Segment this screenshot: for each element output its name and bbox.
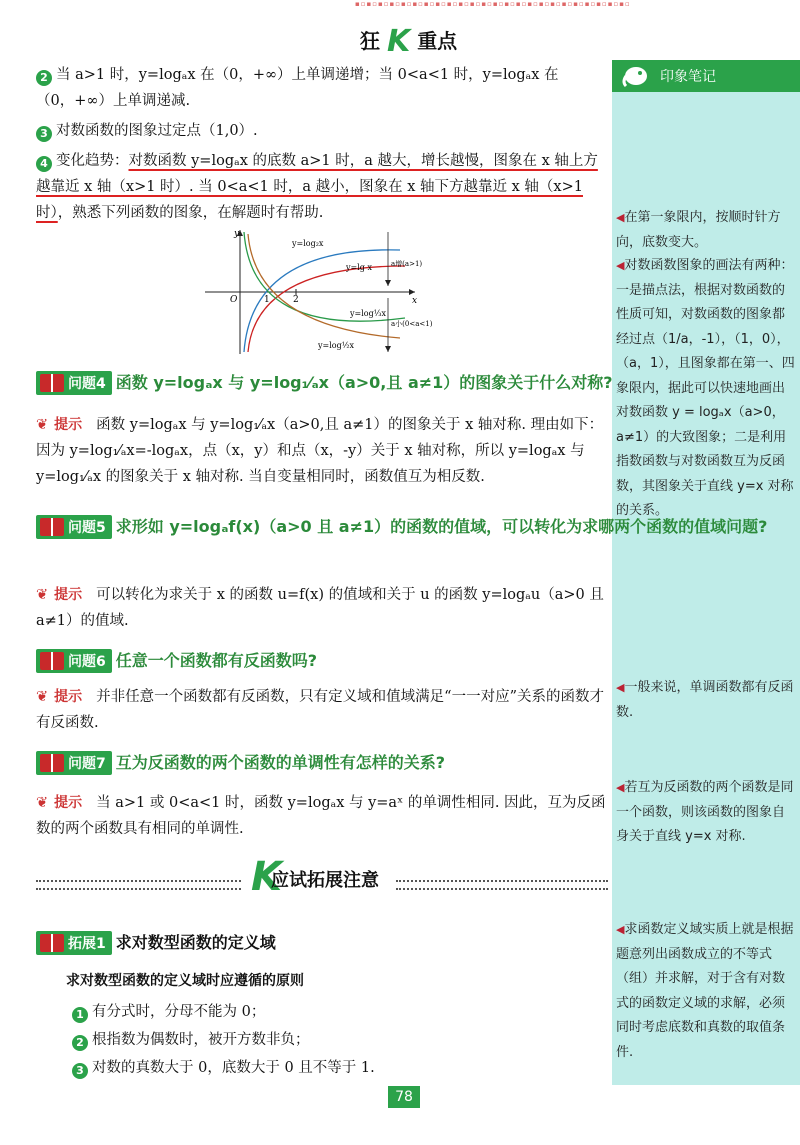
question-badge: 问题4 bbox=[36, 371, 112, 395]
label-log12: y=log½x bbox=[318, 341, 354, 350]
page-number: 78 bbox=[388, 1086, 420, 1108]
log-function-graph bbox=[200, 226, 450, 356]
triangle-icon: ◀ bbox=[616, 681, 625, 694]
curve-log13 bbox=[244, 232, 405, 321]
extension-subtitle: 求对数型函数的定义域时应遵循的原则 bbox=[66, 973, 304, 989]
sidebar-note-1: ◀在第一象限内，按顺时针方向，底数变大。 bbox=[616, 210, 781, 250]
label-a-gt1: a增(a>1) bbox=[391, 260, 423, 268]
underlined-text: 对数函数 y=logₐx 的底数 a>1 时，a 越大，增长越慢，图象在 x 轴上方越靠近 x 轴（x>1 时）. 当 0<a<1 时，a 越小，图象在 x 轴下方越靠近 x 轴（x>1 时） bbox=[36, 153, 598, 221]
number-badge: 3 bbox=[36, 126, 52, 142]
dotted-divider-right bbox=[396, 880, 608, 890]
book-icon bbox=[40, 934, 64, 952]
header-logo bbox=[360, 24, 457, 59]
tick-1: 1 bbox=[264, 295, 270, 305]
dotted-divider-left bbox=[36, 880, 241, 890]
sidebar-note-2: ◀对数函数图象的画法有两种：一是描点法，根据对数函数的性质可知，对数函数的图象都经过点（1/a，-1），（1，0），（a，1），且图象都在第一、四象限内，据此可以快速地画出对数函数 y = logₐx（a>0，a≠1）的大致图象；二是利用指数函数与对数函数互为反函数，其图象关于直线 y=x 对称的关系。 bbox=[616, 258, 795, 518]
sidebar-note-4: ◀若互为反函数的两个函数是同一个函数，则该函数的图象自身关于直线 y=x 对称. bbox=[616, 780, 794, 844]
section-k: K bbox=[251, 854, 282, 900]
question-6-header bbox=[36, 648, 317, 674]
number-badge: 4 bbox=[36, 156, 52, 172]
rule-item-3: 3 对数的真数大于 0，底数大于 0 且不等于 1. bbox=[72, 1054, 644, 1082]
label-log2: y=log₂x bbox=[292, 239, 324, 248]
book-icon bbox=[40, 518, 64, 536]
sidebar-note-5: ◀求函数定义域实质上就是根据题意列出函数成立的不等式（组）并求解，对于含有对数式的函数定义域的求解，必须同时考虑底数和真数的取值条件. bbox=[616, 922, 794, 1060]
elephant-icon bbox=[620, 62, 650, 88]
point-4: 4 变化趋势：对数函数 y=logₐx 的底数 a>1 时，a 越大，增长越慢，图象在 x 轴上方越靠近 x 轴（x>1 时）. 当 0<a<1 时，a 越小，图象在 x 轴下方越靠近 x 轴（x>1 时），熟悉下列函数的图象，在解题时有帮助. bbox=[36, 153, 598, 221]
question-5-header bbox=[36, 514, 767, 540]
x-label: x bbox=[412, 296, 418, 306]
book-icon bbox=[40, 652, 64, 670]
triangle-icon: ◀ bbox=[616, 259, 625, 272]
question-title: 求形如 y=logₐf(x)（a>0 且 a≠1）的函数的值域，可以转化为求哪两个函数的值域问题? bbox=[115, 517, 768, 536]
book-icon bbox=[40, 754, 64, 772]
question-badge: 问题5 bbox=[36, 515, 112, 539]
tick-2: 2 bbox=[293, 295, 299, 305]
y-label: y bbox=[234, 229, 240, 239]
book-icon bbox=[40, 374, 64, 392]
extension-title: 求对数型函数的定义域 bbox=[115, 933, 276, 952]
origin-label: O bbox=[230, 295, 238, 305]
section-title: 应试拓展注意 bbox=[271, 870, 379, 891]
leaf-icon: ❦ bbox=[36, 689, 49, 705]
extension-rule-list bbox=[72, 998, 644, 1082]
triangle-icon: ◀ bbox=[616, 781, 625, 794]
sidebar-title: 印象笔记 bbox=[660, 69, 716, 85]
question-6-answer: ❦ 提示 并非任意一个函数都有反函数，只有定义域和值域满足“一一对应”关系的函数才有反函数. bbox=[36, 689, 604, 731]
label-a-lt1: a小(0<a<1) bbox=[391, 320, 433, 328]
brand-prefix: 狂 bbox=[360, 29, 380, 53]
brand-k: K bbox=[386, 24, 411, 59]
question-title: 函数 y=logₐx 与 y=log₁⁄ₐx（a>0,且 a≠1）的图象关于什么对称? bbox=[115, 373, 613, 392]
question-7-answer: ❦ 提示 当 a>1 或 0<a<1 时，函数 y=logₐx 与 y=aˣ 的单调性相同. 因此，互为反函数的两个函数具有相同的单调性. bbox=[36, 795, 606, 837]
leaf-icon: ❦ bbox=[36, 417, 49, 433]
question-7-header bbox=[36, 750, 445, 776]
leaf-icon: ❦ bbox=[36, 587, 49, 603]
point-2: 2 当 a>1 时，y=logₐx 在（0，+∞）上单调递增；当 0<a<1 时，y=logₐx 在（0，+∞）上单调递减. bbox=[36, 67, 559, 109]
extension-badge: 拓展1 bbox=[36, 931, 112, 955]
question-title: 互为反函数的两个函数的单调性有怎样的关系? bbox=[115, 753, 446, 772]
section-banner bbox=[36, 854, 608, 908]
question-5-answer: ❦ 提示 可以转化为求关于 x 的函数 u=f(x) 的值域和关于 u 的函数 y=logₐu（a>0 且 a≠1）的值域. bbox=[36, 587, 604, 629]
sidebar-note-3: ◀一般来说，单调函数都有反函数. bbox=[616, 680, 794, 720]
question-badge: 问题7 bbox=[36, 751, 112, 775]
rule-item-1: 1 有分式时，分母不能为 0； bbox=[72, 998, 644, 1026]
number-badge: 2 bbox=[36, 70, 52, 86]
leaf-icon: ❦ bbox=[36, 795, 49, 811]
question-4-answer: ❦ 提示 函数 y=logₐx 与 y=log₁⁄ₐx（a>0,且 a≠1）的图象关于 x 轴对称. 理由如下：因为 y=log₁⁄ₐx=-logₐx，点（x，y）和点（x，-y）关于 x 轴对称，所以 y=logₐx 与 y=log₁⁄ₐx 的图象关于 x 轴对称. 当自变量相同时，函数值互为相反数. bbox=[36, 417, 604, 485]
header-decoration: ▪▫▪▫▪▫▪▫▪▫▪▫▪▫▪▫▪▫▪▫▪▫▪▫▪▫▪▫▪▫▪▫▪▫▪▫▪▫▪▫▪▫▪▫▪▫▪▫ bbox=[355, 0, 631, 8]
question-title: 任意一个函数都有反函数吗? bbox=[115, 651, 318, 670]
triangle-icon: ◀ bbox=[616, 211, 625, 224]
extension-1-header bbox=[36, 930, 276, 956]
rule-item-2: 2 根指数为偶数时，被开方数非负； bbox=[72, 1026, 644, 1054]
brand-suffix: 重点 bbox=[417, 29, 458, 53]
point-3: 3 对数函数的图象过定点（1,0）. bbox=[36, 118, 608, 144]
triangle-icon: ◀ bbox=[616, 923, 625, 936]
question-4-header bbox=[36, 370, 613, 396]
label-lg: y=lg x bbox=[346, 263, 372, 272]
question-badge: 问题6 bbox=[36, 649, 112, 673]
label-log13: y=log⅓x bbox=[350, 309, 386, 318]
